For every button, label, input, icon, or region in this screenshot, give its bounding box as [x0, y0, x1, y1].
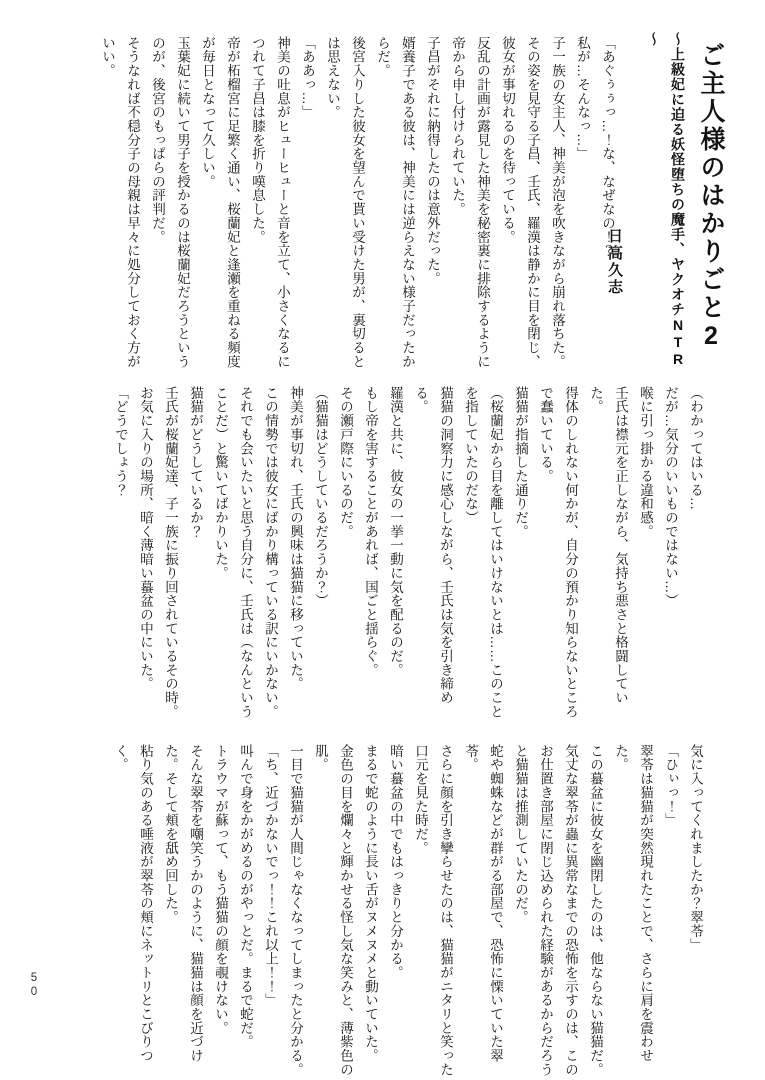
paragraph: 「あぐぅぅっ…！な、なぜなの！？ [600, 36, 615, 258]
page-title [695, 30, 727, 378]
paragraph: （わかってはいる… [688, 386, 703, 511]
paragraph: さらに顔を引き攣らせたのは、猫猫がニタリと笑った口元を見た時だ。 [413, 744, 453, 1077]
text-section-bottom [88, 744, 708, 1080]
paragraph: 気に入ってくれましたか？翠苓」 [688, 744, 703, 952]
paragraph: 粘り気のある唾液が翠苓の頬にネットリとこびりつく。 [113, 744, 153, 1063]
author-name: 日高久志 [606, 228, 623, 296]
text-section-top [88, 36, 620, 372]
title-block [602, 30, 727, 378]
paragraph: もし帝を害することがあれば、国ごと揺らぐ。 [363, 386, 378, 677]
title-text: ご主人様のはかりごと [697, 42, 725, 322]
title-number: 2 [697, 322, 725, 353]
paragraph: （桜蘭妃から目を離してはいけないとは……このことを指していたのだな） [463, 386, 503, 719]
paragraph: 神美の吐息がヒューヒューと音を立て、小さくなるにつれて子昌は膝を折り嘆息した。 [250, 36, 290, 369]
paragraph: 猫猫がどうしているか？ [188, 386, 203, 539]
paragraph: その姿を見守る子昌、壬氏、羅漢は静かに目を閉じ、彼女が事切れるのを待っている。 [500, 36, 540, 369]
paragraph: そんな翠苓を嘲笑うかのように、猫猫は顔を近づけた。そして頬を舐め回した。 [163, 744, 203, 1063]
paragraph: この情勢では彼女にばかり構っている訳にいかない。 [263, 386, 278, 719]
paragraph: 蛇や蜘蛛などが群がる部屋で、恐怖に慄いていた翠苓。 [463, 744, 503, 1063]
paragraph: 猫猫が指摘した通りだ。 [513, 386, 528, 539]
page-number: 50 [28, 972, 40, 1000]
paragraph: 私が…そんなっ…」 [575, 36, 590, 161]
paragraph: 得体のしれない何かが、自分の預かり知らないところで蠢いている。 [538, 386, 578, 719]
subtitle-text-post: ～ [646, 32, 662, 47]
paragraph: 猫猫の洞察力に感心しながら、壬氏は気を引き締める。 [413, 386, 453, 705]
paragraph: お気に入りの場所、暗く薄暗い蟇盆の中にいた。 [138, 386, 153, 691]
subtitle-text-pre: ～上級妃に迫る妖怪堕ちの魔手、ヤクオチ [670, 32, 686, 317]
paragraph: 「ひぃっ！」 [663, 744, 678, 828]
paragraph: 帝が柘榴宮に足繁く通い、桜蘭妃と逢瀬を重ねる頻度が毎日となって久しい。 [200, 36, 240, 369]
paragraph: そうなれば不穏分子の母親は早々に処分しておく方がいい。 [100, 36, 140, 369]
paragraph: 喉に引っ掛かる違和感。 [638, 386, 653, 539]
paragraph: その瀬戸際にいるのだ。 [338, 386, 353, 539]
paragraph: 一目で猫猫が人間じゃなくなってしまったと分かる。 [288, 744, 303, 1077]
paragraph: だが…気分のいいものではない…） [663, 386, 678, 608]
paragraph: 翠苓は猫猫が突然現れたことで、さらに肩を震わせた。 [613, 744, 653, 1063]
paragraph: 子昌がそれに納得したのは意外だった。 [425, 36, 440, 286]
paragraph: 叫んで身をかがめるのがやっとだ。まるで蛇だ。 [238, 744, 253, 1049]
paragraph: 暗い蟇盆の中でもはっきりと分かる。 [388, 744, 403, 980]
paragraph: （猫猫はどうしているだろうか？） [313, 386, 328, 608]
paragraph: 気丈な翠苓が蟲に異常なまでの恐怖を示すのは、このお仕置き部屋に閉じ込められた経験があるからだろうと猫猫は推測していたのだ。 [513, 744, 578, 1077]
paragraph: 子一族の女主人、神美が泡を吹きながら崩れ落ちた。 [550, 36, 565, 369]
paragraph: 神美が事切れ、壬氏の興味は猫猫に移っていた。 [288, 386, 303, 691]
paragraph: この蟇盆に彼女を幽閉したのは、他ならない猫猫だ。 [588, 744, 603, 1077]
text-section-middle [88, 386, 708, 722]
paragraph: 金色の目を爛々と輝かせる怪し気な笑みと、薄紫色の肌。 [313, 744, 353, 1077]
paragraph: 壬氏は襟元を正しながら、気持ち悪さと格闘していた。 [588, 386, 628, 705]
paragraph: 羅漢と共に、彼女の一挙一動に気を配るのだ。 [388, 386, 403, 677]
paragraph: 反乱の計画が露見した神美を秘密裏に排除するように帝から申し付けられていた。 [450, 36, 490, 369]
paragraph: トラウマが蘇って、もう猫猫の顔を覗けない。 [213, 744, 228, 1035]
page-subtitle [642, 30, 690, 378]
paragraph: それでも会いたいと思う自分に、壬氏は（なんということだ）と驚いてばかりいた。 [213, 386, 253, 719]
paragraph: 玉葉妃に続いて男子を授かるのは桜蘭妃だろうというのが、後宮のもっぱらの評判だ。 [150, 36, 190, 369]
paragraph: 婿養子である彼は、神美には逆らえない様子だったからだ。 [375, 36, 415, 369]
subtitle-latin: NTR [670, 317, 686, 368]
paragraph: まるで蛇のように長い舌がヌメヌメと動いていた。 [363, 744, 378, 1063]
paragraph: 「ああっ…」 [300, 36, 315, 120]
paragraph: 壬氏が桜蘭妃達、子一族に振り回されているその時。 [163, 386, 178, 719]
paragraph: 後宮入りした彼女を望んで貰い受けた男が、裏切るとは思えない。 [325, 36, 365, 369]
paragraph: 「どうでしょう？ [113, 386, 128, 497]
paragraph: 「ち、近づかないでっ！！これ以上！！」 [263, 744, 278, 1008]
